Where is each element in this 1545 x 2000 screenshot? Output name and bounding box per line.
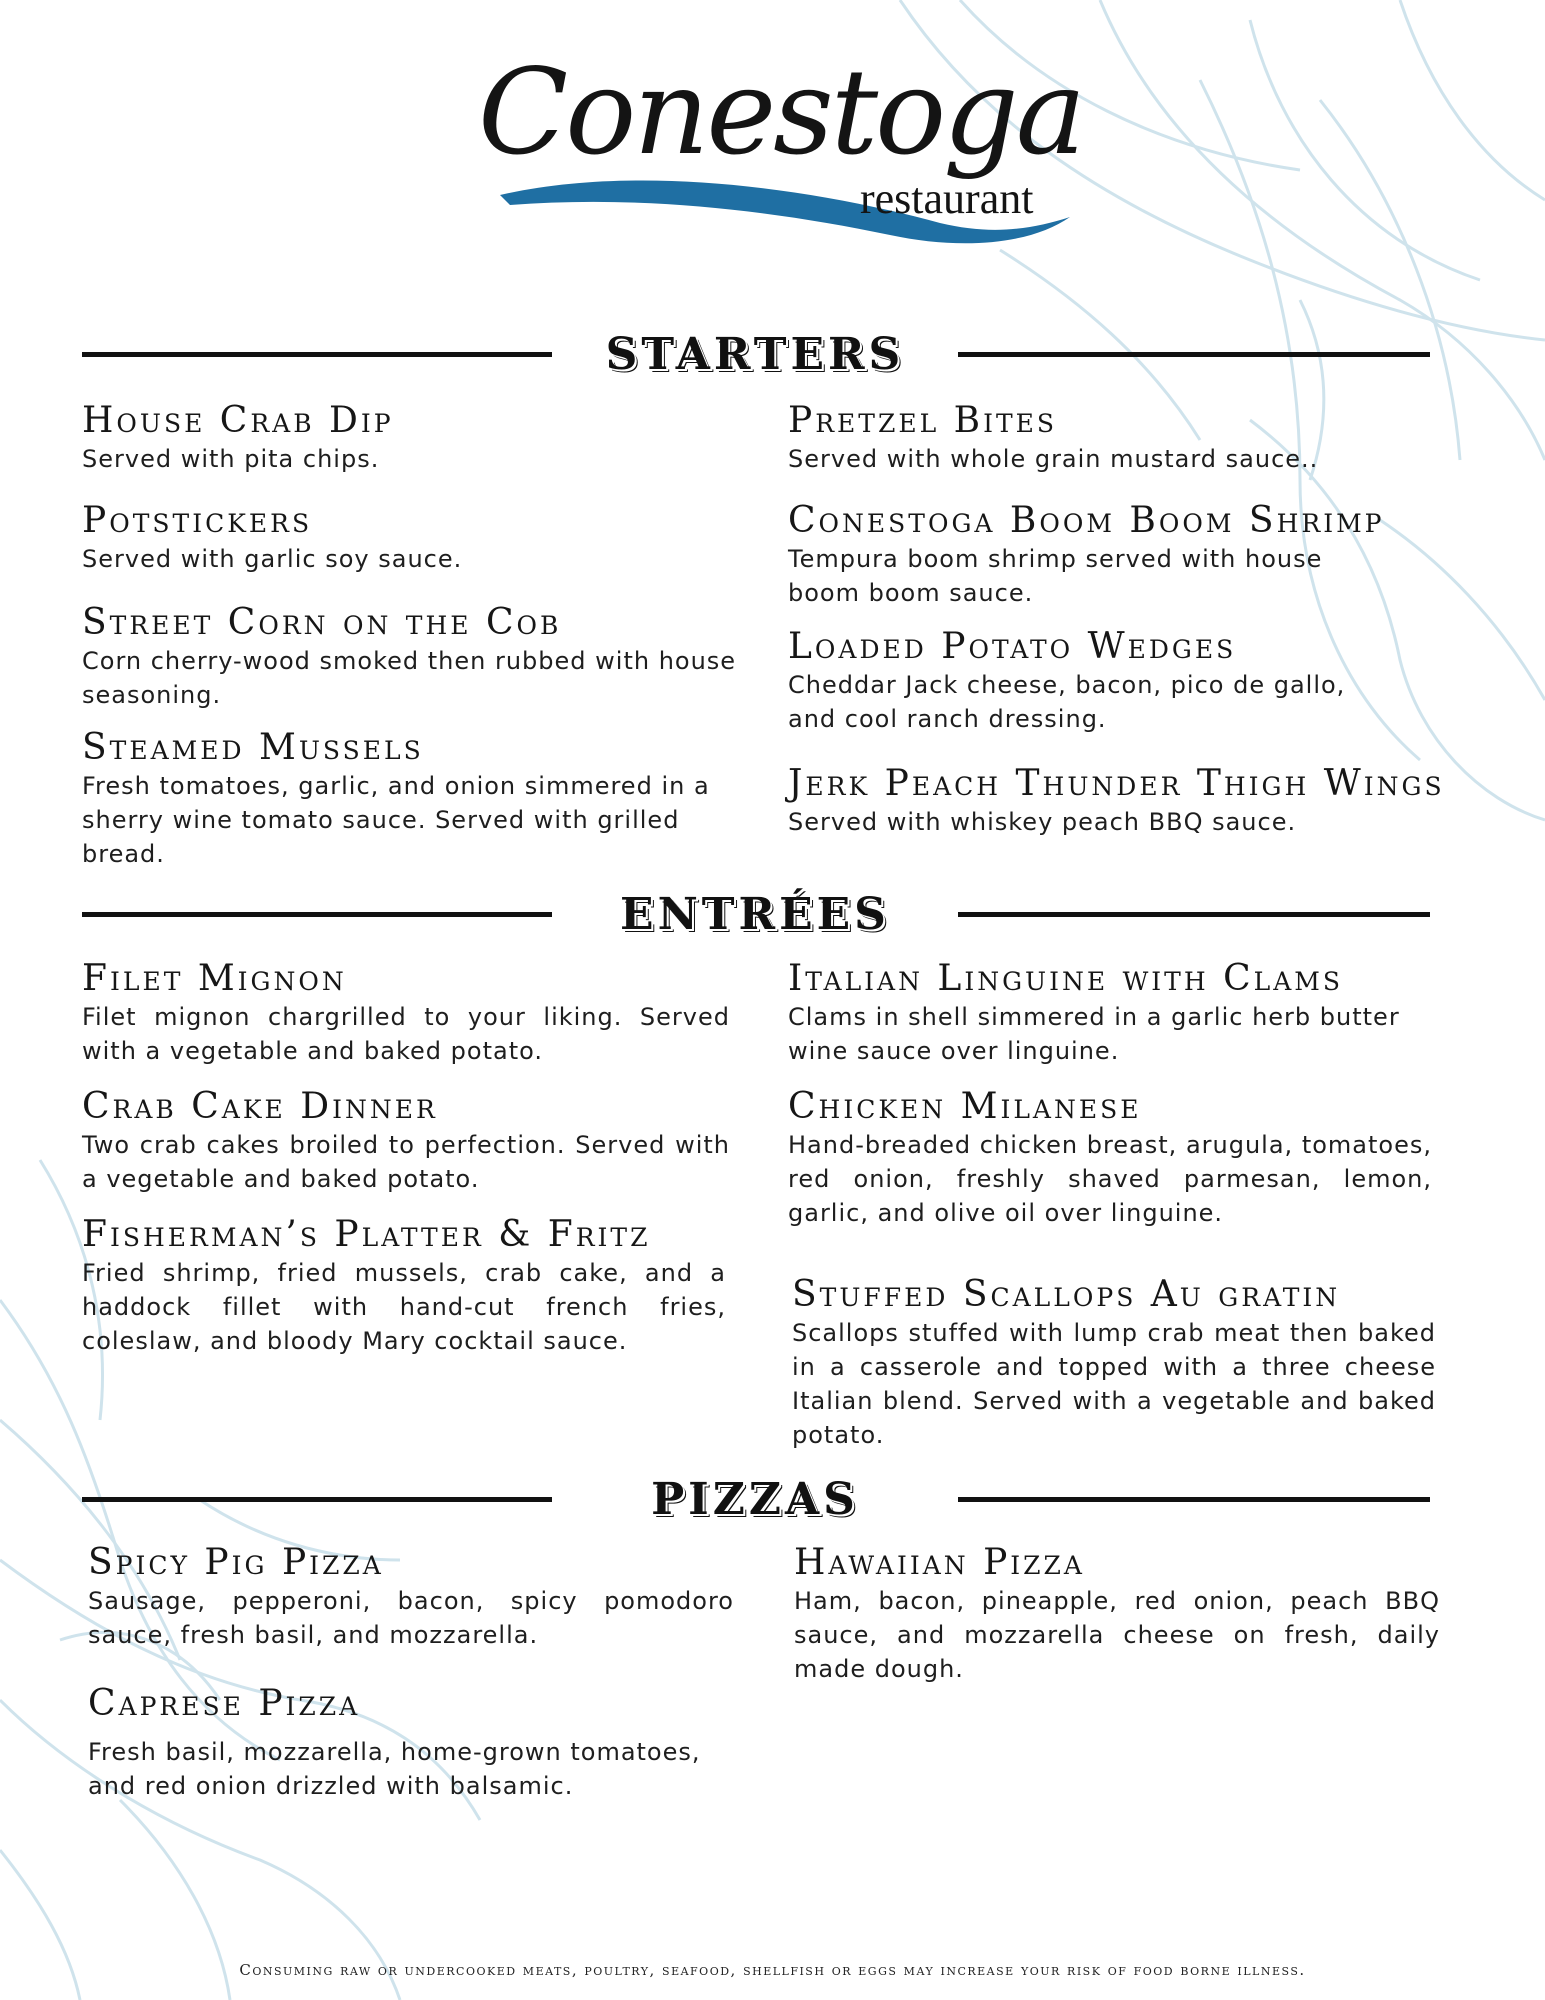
menu-item-crab-cake-dinner [82,1086,730,1196]
menu-item-name: Street Corn on the Cob [82,602,562,643]
menu-item-description: Clams in shell simmered in a garlic herb butter wine sauce over linguine. [788,1003,1400,1065]
menu-item-description: Hand-breaded chicken breast, arugula, tomatoes, red onion, freshly shaved parmesan, lemon, garlic, and olive oil over linguine. [788,1131,1432,1227]
menu-item-hawaiian-pizza [794,1542,1440,1686]
menu-item-description: Served with garlic soy sauce. [82,545,463,573]
menu-item-name: Conestoga Boom Boom Shrimp [788,500,1385,541]
menu-item-description: Two crab cakes broiled to perfection. Served with a vegetable and baked potato. [82,1131,730,1193]
menu-item-name: Italian Linguine with Clams [788,958,1343,999]
divider-line-right [958,352,1430,357]
menu-item-fishermans-platter [82,1214,726,1358]
section-starters [0,325,1545,385]
menu-item-linguine-clams [788,958,1436,1068]
menu-item-name: Loaded Potato Wedges [788,626,1237,667]
menu-item-description: Ham, bacon, pineapple, red onion, peach BBQ sauce, and mozzarella cheese on fresh, daily made dough. [794,1587,1440,1683]
divider-line-left [82,912,552,917]
menu-item-description: Tempura boom shrimp served with house boom boom sauce. [788,545,1323,607]
menu-item-description: Served with pita chips. [82,445,380,473]
menu-item-loaded-potato-wedges [788,626,1378,736]
menu-item-name: Jerk Peach Thunder Thigh Wings [788,763,1445,804]
menu-item-name: Caprese Pizza [88,1683,361,1724]
divider-line-left [82,352,552,357]
menu-item-name: Stuffed Scallops Au gratin [792,1274,1341,1315]
menu-item-description: Fresh tomatoes, garlic, and onion simmered in a sherry wine tomato sauce. Served with grilled bread. [82,772,710,868]
menu-item-description: Served with whole grain mustard sauce.. [788,445,1319,473]
section-pizzas [0,1470,1545,1530]
menu-item-spicy-pig-pizza [88,1542,734,1652]
menu-item-description: Filet mignon chargrilled to your liking. Served with a vegetable and baked potato. [82,1003,730,1065]
menu-item-house-crab-dip [82,400,762,476]
logo-wordmark: Conestoga [478,43,1084,181]
menu-item-potstickers [82,500,762,576]
menu-item-name: Fisherman’s Platter & Fritz [82,1214,651,1255]
menu-item-street-corn [82,602,772,712]
restaurant-logo [470,45,1090,265]
section-heading-entrees: ENTRÉES [620,889,890,940]
menu-item-stuffed-scallops [792,1274,1436,1452]
food-safety-disclaimer: Consuming raw or undercooked meats, poultry, seafood, shellfish or eggs may increase your risk of food borne illness. [239,1961,1306,1979]
menu-item-jerk-peach-wings [788,763,1478,839]
menu-item-caprese-pizza [88,1683,748,1803]
menu-item-description: Sausage, pepperoni, bacon, spicy pomodoro sauce, fresh basil, and mozzarella. [88,1587,734,1649]
menu-item-description: Served with whiskey peach BBQ sauce. [788,808,1297,836]
menu-item-boom-boom-shrimp [788,500,1385,610]
menu-item-description: Corn cherry-wood smoked then rubbed with house seasoning. [82,647,737,709]
section-heading-pizzas: PIZZAS [651,1474,859,1525]
menu-item-steamed-mussels [82,727,742,871]
menu-item-name: Potstickers [82,500,313,541]
divider-line-left [82,1497,552,1502]
menu-item-name: Crab Cake Dinner [82,1086,438,1127]
menu-item-description: Fresh basil, mozzarella, home-grown tomatoes, and red onion drizzled with balsamic. [88,1738,701,1800]
menu-item-description: Cheddar Jack cheese, bacon, pico de gallo, and cool ranch dressing. [788,671,1346,733]
section-heading-starters: STARTERS [605,329,905,380]
section-entrees [0,885,1545,945]
menu-item-filet-mignon [82,958,730,1068]
logo-subtitle: restaurant [860,174,1034,223]
menu-item-name: Chicken Milanese [788,1086,1142,1127]
menu-item-description: Scallops stuffed with lump crab meat then baked in a casserole and topped with a three cheese Italian blend. Served with a vegetable and baked potato. [792,1319,1436,1449]
menu-item-name: Pretzel Bites [788,400,1058,441]
menu-item-pretzel-bites [788,400,1448,476]
menu-item-name: Steamed Mussels [82,727,424,768]
menu-item-chicken-milanese [788,1086,1432,1230]
menu-item-name: Hawaiian Pizza [794,1542,1085,1583]
divider-line-right [958,1497,1430,1502]
divider-line-right [958,912,1430,917]
menu-item-description: Fried shrimp, fried mussels, crab cake, and a haddock fillet with hand-cut french fries, coleslaw, and bloody Mary cocktail sauce. [82,1259,726,1355]
menu-item-name: Spicy Pig Pizza [88,1542,384,1583]
menu-item-name: Filet Mignon [82,958,347,999]
menu-item-name: House Crab Dip [82,400,394,441]
